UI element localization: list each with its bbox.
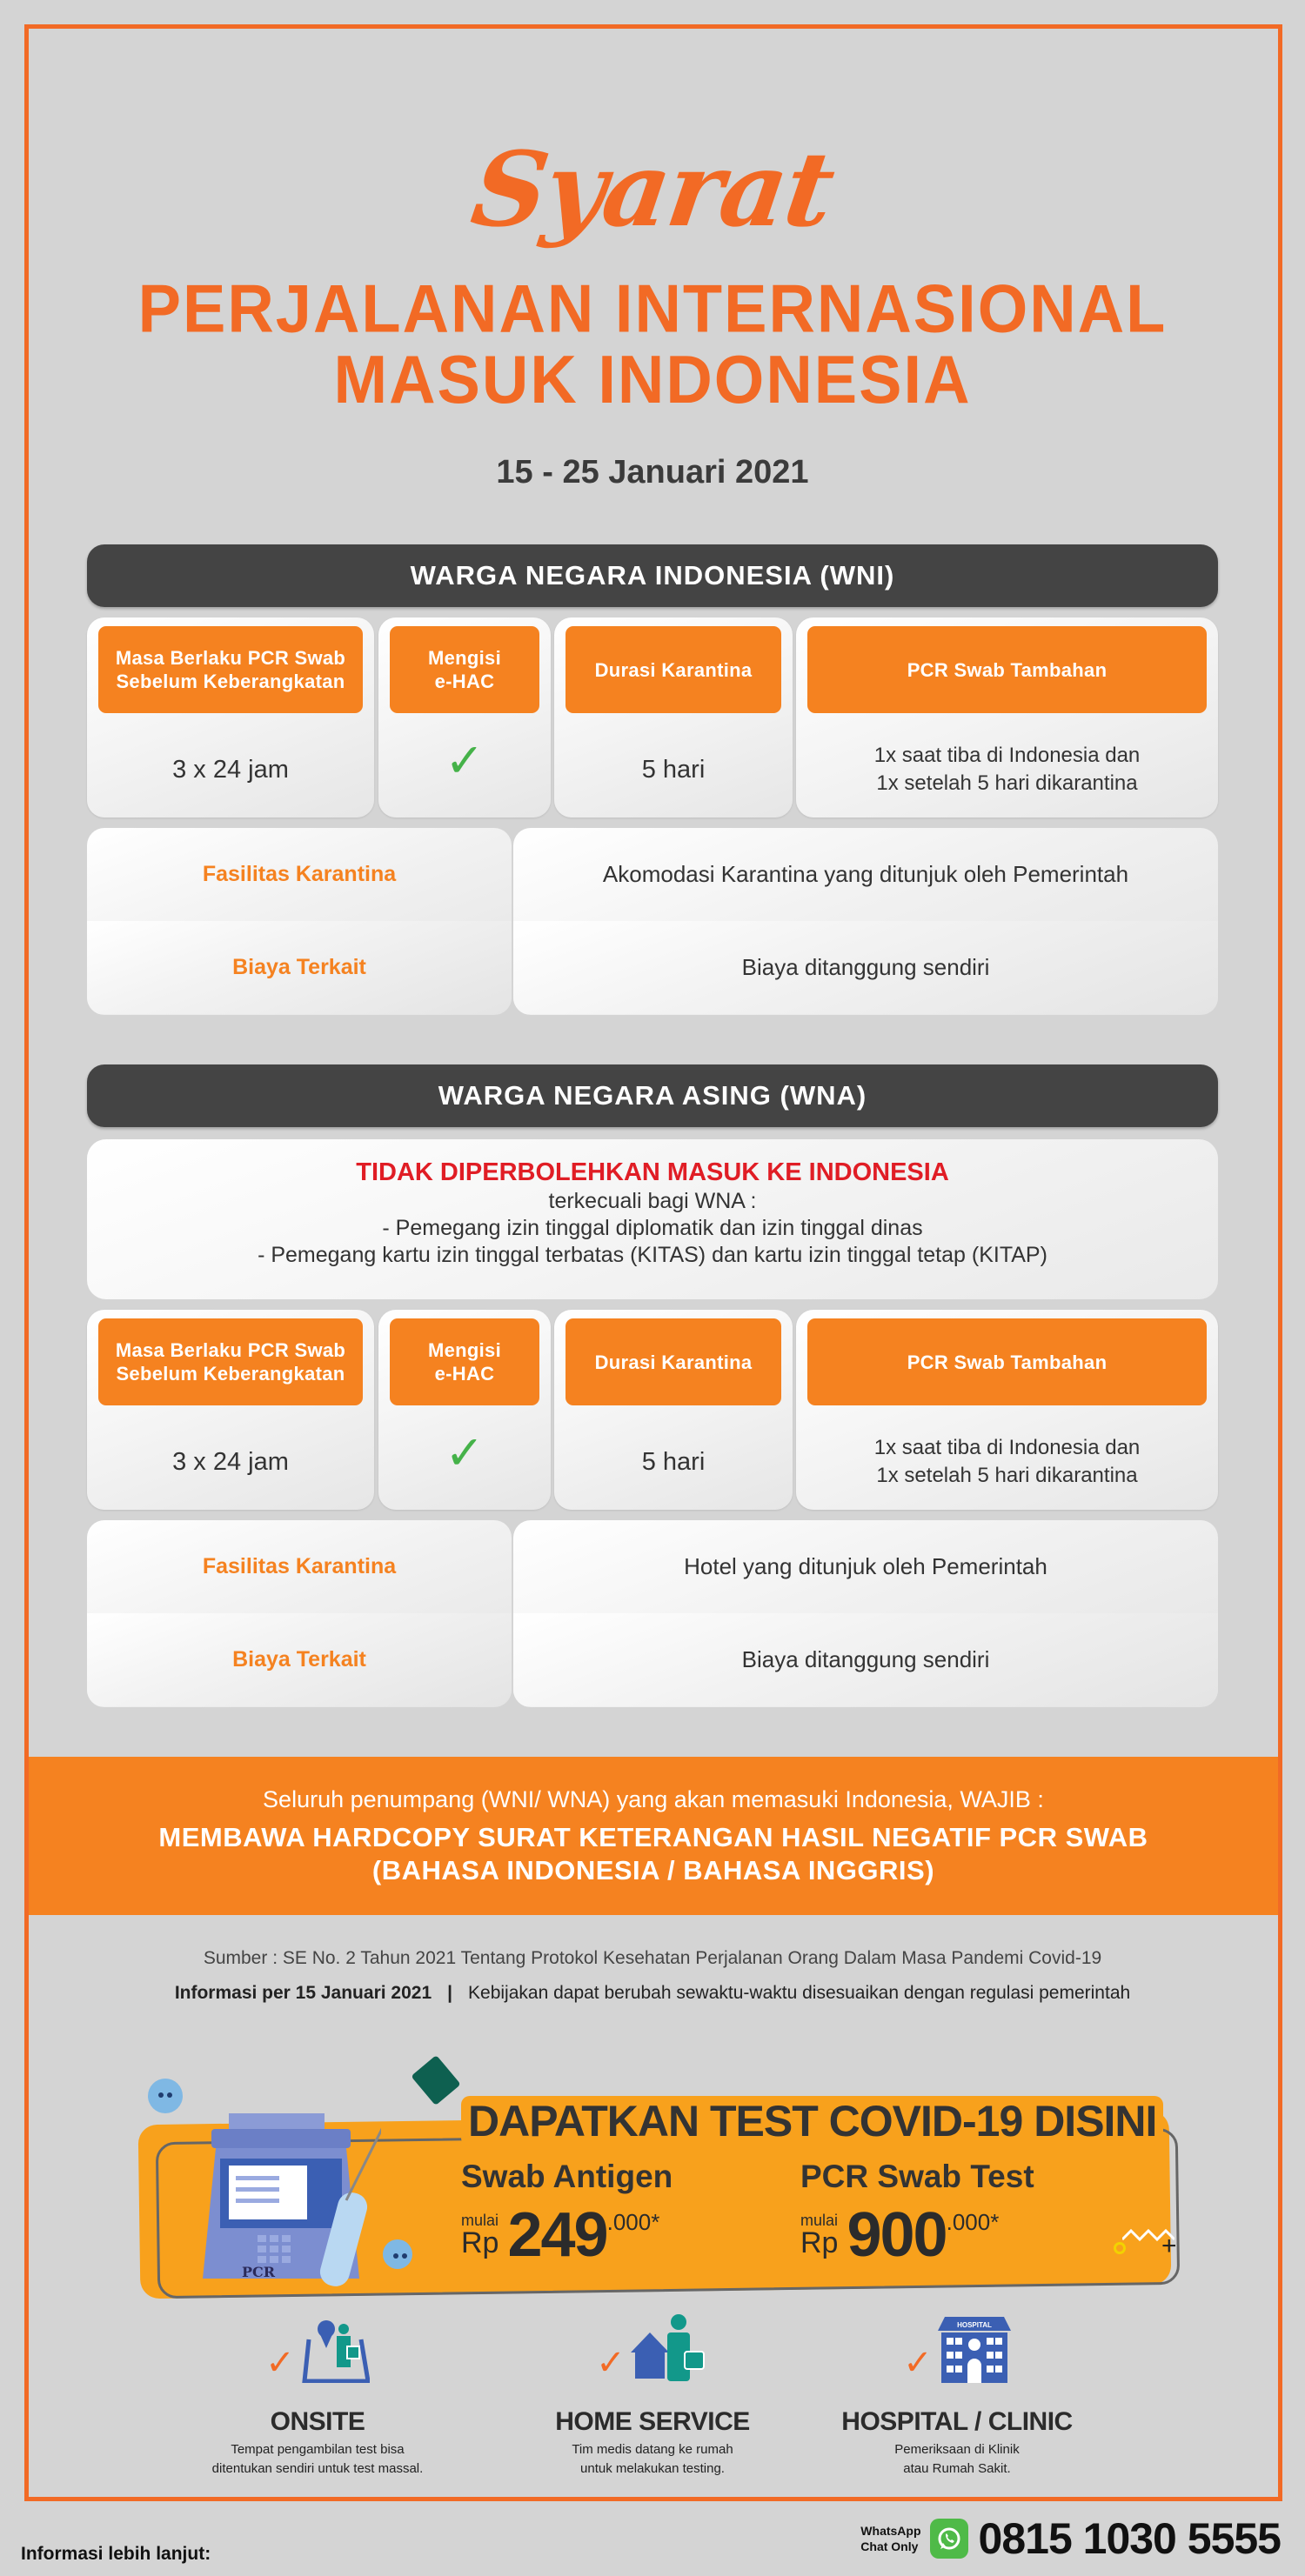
check-icon: ✓ [445,735,485,787]
info-value: Akomodasi Karantina yang ditunjuk oleh Pemerintah [602,861,1129,887]
wna-card-additional-pcr [796,1310,1218,1510]
info-label: Biaya Terkait [232,955,366,979]
feature-desc-line: atau Rumah Sakit. [903,2461,1011,2476]
feature-description [522,2440,783,2479]
feature-desc-line: Tempat pengambilan test bisa [231,2442,405,2457]
info-cell [513,1520,1218,1613]
wna-card-ehac [378,1310,551,1510]
card-header [98,1318,363,1405]
swab-tip-icon [411,2055,460,2106]
date-range: 15 - 25 Januari 2021 [496,454,809,491]
more-info-label: Informasi lebih lanjut: [21,2544,211,2564]
wna-card-quarantine-duration [554,1310,793,1510]
wna-requirements-row [87,1310,1218,1510]
info-labels-column [87,1520,512,1707]
product-price [461,2200,659,2270]
title-line-1: PERJALANAN INTERNASIONAL [137,270,1168,347]
card-header [390,1318,539,1405]
wna-info-table [87,1520,1218,1707]
mandatory-notice-banner [29,1757,1278,1915]
service-options [174,2313,1131,2479]
exception-item: - Pemegang kartu izin tinggal terbatas (KITAS) dan kartu izin tinggal tetap (KITAP) [258,1243,1047,1267]
pcr-machine-icon [190,2105,381,2296]
wni-card-pcr-validity [87,617,374,818]
wna-section-header: WARGA NEGARA ASING (WNA) [87,1064,1218,1127]
card-header-line: Sebelum Keberangkatan [116,671,345,692]
card-header-line: Masa Berlaku PCR Swab [115,1339,346,1361]
entry-denied-title: TIDAK DIPERBOLEHKAN MASUK KE INDONESIA [356,1158,949,1186]
notice-line-2: (BAHASA INDONESIA / BAHASA INGGRIS) [371,1855,935,1885]
separator: | [447,1983,453,2003]
map-pin-medic-icon [300,2313,370,2383]
wni-card-quarantine-duration [554,617,793,818]
info-labels-column [87,828,512,1015]
feature-onsite [187,2313,448,2479]
svg-text:HOSPITAL: HOSPITAL [956,2321,992,2329]
card-value-line: 1x saat tiba di Indonesia dan [873,1436,1141,1459]
card-header-line: e-HAC [434,1363,495,1385]
card-header: PCR Swab Tambahan [807,1318,1207,1405]
card-header-line: Mengisi [428,1339,501,1361]
info-values-column [513,828,1218,1015]
card-header [390,626,539,713]
info-label: Fasilitas Karantina [202,1554,397,1578]
virus-icon [148,2079,183,2113]
feature-desc-line: ditentukan sendiri untuk test massal. [211,2461,424,2476]
info-cell [87,921,512,1014]
notice-line-1: MEMBAWA HARDCOPY SURAT KETERANGAN HASIL NEGATIF PCR SWAB [158,1822,1148,1852]
exception-intro: terkecuali bagi WNA : [548,1189,757,1213]
card-value [796,722,1218,818]
whatsapp-label-line: Chat Only [860,2539,919,2553]
card-header-line: Masa Berlaku PCR Swab [115,647,346,669]
wni-section-header: WARGA NEGARA INDONESIA (WNI) [87,544,1218,607]
virus-icon [383,2239,412,2269]
feature-title: HOSPITAL / CLINIC [841,2407,1073,2436]
policy-disclaimer: Kebijakan dapat berubah sewaktu-waktu disesuaikan dengan regulasi pemerintah [468,1983,1131,2003]
card-header: PCR Swab Tambahan [807,626,1207,713]
wni-card-ehac [378,617,551,818]
card-value [378,722,551,818]
card-value-line: 1x setelah 5 hari dikarantina [876,1464,1138,1487]
currency: Rp [461,2226,499,2259]
card-value: 5 hari [641,756,706,784]
card-value-line: 1x setelah 5 hari dikarantina [876,771,1138,795]
card-header-line: Sebelum Keberangkatan [116,1363,345,1385]
covid-test-promo [122,2052,1201,2305]
feature-desc-line: untuk melakukan testing. [580,2461,725,2476]
circle-decoration-icon [1114,2242,1126,2254]
notice-subtitle: Seluruh penumpang (WNI/ WNA) yang akan memasuki Indonesia, WAJIB : [263,1786,1044,1812]
price-prefix [461,2212,499,2258]
price-prefix-label: mulai [800,2212,839,2229]
info-cell [87,1520,512,1613]
exception-item: - Pemegang izin tinggal diplomatik dan izin tinggal dinas [382,1216,923,1240]
card-value: 3 x 24 jam [172,756,289,784]
wni-info-table [87,828,1218,1015]
info-value: Biaya ditanggung sendiri [741,1646,990,1672]
feature-hospital-clinic [826,2313,1088,2479]
info-cell [87,828,512,921]
card-value [378,1414,551,1510]
page-title [0,270,1305,417]
card-header-line: e-HAC [434,671,495,692]
info-value: Biaya ditanggung sendiri [741,954,990,980]
wni-requirements-row [87,617,1218,818]
product-price [800,2200,999,2270]
info-cell [513,828,1218,921]
feature-icon-wrap [187,2313,448,2383]
whatsapp-contact[interactable] [860,2513,1281,2564]
feature-title: HOME SERVICE [555,2407,750,2436]
wna-entry-restriction [87,1139,1218,1299]
card-header-line: Mengisi [428,647,501,669]
orange-check-icon: ✓ [596,2344,626,2382]
plus-decoration-icon: + [1161,2232,1177,2260]
promo-headline: DAPATKAN TEST COVID-19 DISINI [461,2096,1163,2146]
feature-icon-wrap [826,2313,1088,2383]
card-value-line: 1x saat tiba di Indonesia dan [873,744,1141,767]
wni-card-additional-pcr [796,617,1218,818]
orange-check-icon: ✓ [265,2344,295,2382]
card-value: 3 x 24 jam [172,1448,289,1476]
price-amount: 900 [847,2200,947,2270]
info-cell [513,1613,1218,1706]
card-value [796,1414,1218,1510]
info-cell [87,1613,512,1706]
feature-icon-wrap [522,2313,783,2383]
feature-desc-line: Pemeriksaan di Klinik [894,2442,1020,2457]
price-decimals: .000* [606,2209,660,2235]
info-cell [513,921,1218,1014]
price-prefix [800,2212,838,2258]
card-header [98,626,363,713]
feature-desc-line: Tim medis datang ke rumah [572,2442,733,2457]
feature-description [187,2440,448,2479]
feature-description [826,2440,1088,2479]
phone-number[interactable]: 0815 1030 5555 [978,2514,1281,2563]
whatsapp-label-line: WhatsApp [860,2524,921,2538]
source-citation: Sumber : SE No. 2 Tahun 2021 Tentang Protokol Kesehatan Perjalanan Orang Dalam Masa Pandemi Covid-19 [203,1948,1102,1968]
svg-text:PCR: PCR [242,2264,276,2280]
price-decimals: .000* [946,2209,1000,2235]
whatsapp-label [860,2523,920,2554]
info-values-column [513,1520,1218,1707]
hospital-icon [938,2313,1011,2383]
info-label: Biaya Terkait [232,1647,366,1672]
info-date-line [0,1983,1305,2004]
info-label: Fasilitas Karantina [202,862,397,886]
check-icon: ✓ [445,1427,485,1479]
price-prefix-label: mulai [461,2212,499,2229]
orange-check-icon: ✓ [903,2344,933,2382]
info-date: Informasi per 15 Januari 2021 [174,1983,432,2003]
script-title: Syarat [465,129,840,250]
whatsapp-icon[interactable] [930,2519,968,2559]
price-amount: 249 [507,2200,607,2270]
currency: Rp [800,2226,839,2259]
wna-card-pcr-validity [87,1310,374,1510]
product-name: PCR Swab Test [800,2159,1034,2194]
feature-home-service [522,2313,783,2479]
card-header: Durasi Karantina [566,626,781,713]
product-name: Swab Antigen [461,2159,673,2194]
card-header: Durasi Karantina [566,1318,781,1405]
card-value: 5 hari [641,1448,706,1476]
info-value: Hotel yang ditunjuk oleh Pemerintah [684,1553,1047,1579]
home-medic-icon [631,2313,709,2383]
feature-title: ONSITE [270,2407,365,2436]
title-line-2: MASUK INDONESIA [333,341,972,417]
